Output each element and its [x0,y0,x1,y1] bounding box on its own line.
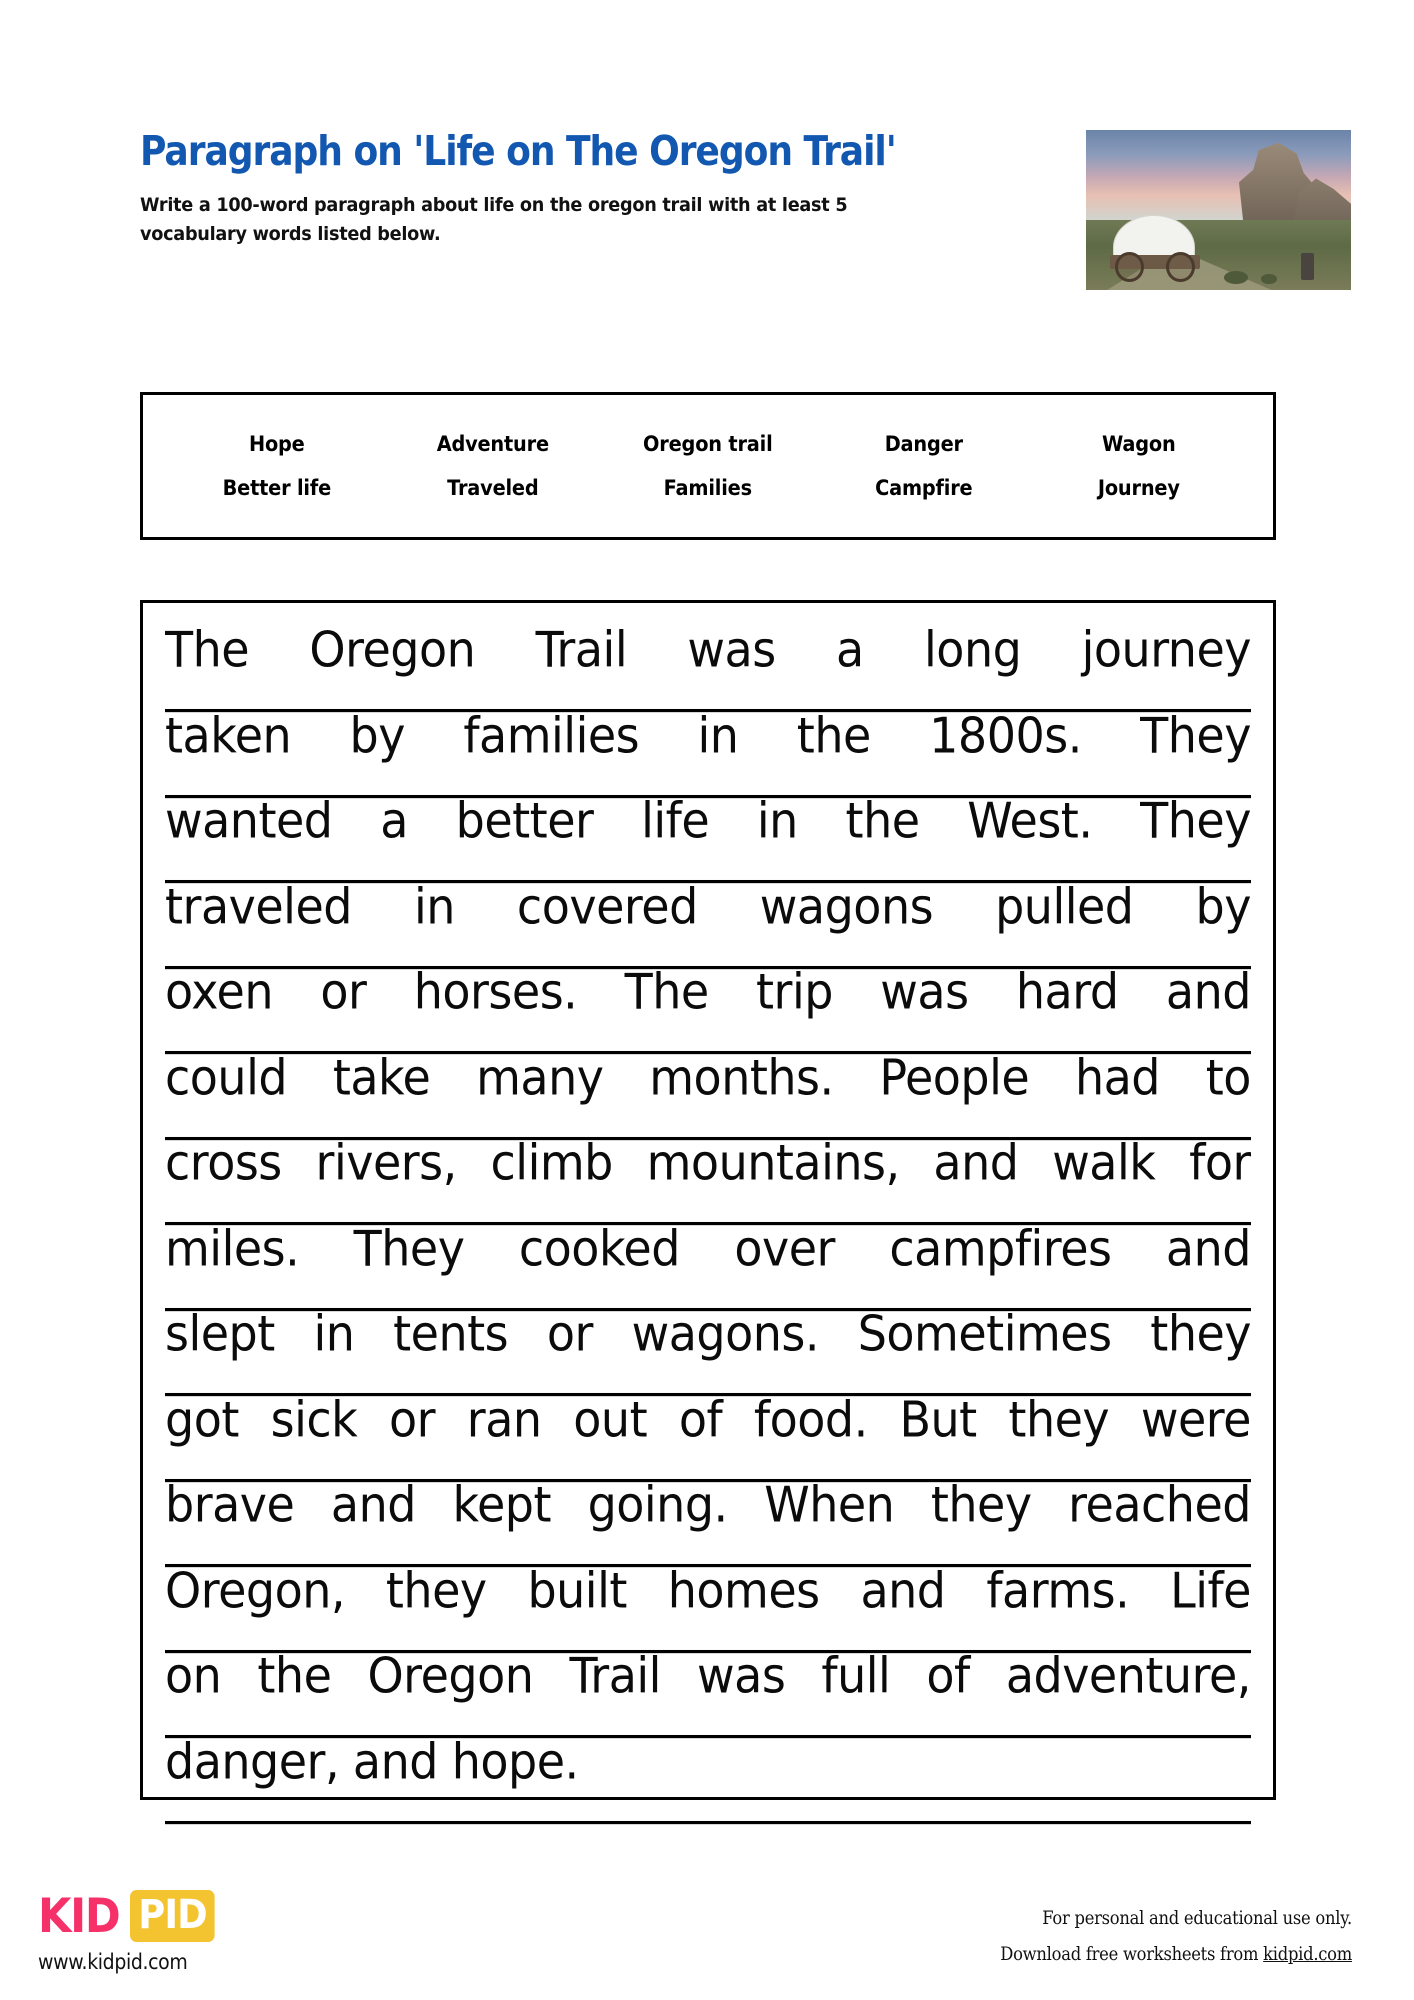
paragraph-word: campfires [889,1219,1112,1277]
paragraph-word: Oregon [309,621,476,679]
paragraph-word: built [527,1561,627,1619]
paragraph-word: Life [1170,1561,1251,1619]
paragraph-word: and [860,1561,946,1619]
paragraph-word: climb [490,1134,613,1192]
paragraph-word: take [332,1048,431,1106]
vocabulary-word: Traveled [446,476,539,500]
logo-website-url: www.kidpid.com [38,1950,188,1974]
paragraph-word: wanted [165,792,333,850]
paragraph-word: miles. [165,1219,300,1277]
paragraph-word: out [573,1390,648,1448]
paragraph-line [165,878,1251,969]
paragraph-word: People [879,1048,1030,1106]
paragraph-word: many [476,1048,604,1106]
footer-branding [38,1888,458,1974]
paragraph-word: had [1074,1048,1160,1106]
paragraph-word: they [1150,1305,1251,1363]
paragraph-word: taken [165,706,292,764]
paragraph-word: covered [516,877,698,935]
paragraph-word: could [165,1048,288,1106]
paragraph-word: and [933,1134,1019,1192]
kidpid-logo [38,1888,458,1944]
paragraph-word: long [924,621,1022,679]
footer-download-line [1000,1936,1352,1972]
paragraph-word: and [352,1732,438,1790]
paragraph-word: They [353,1219,465,1277]
paragraph-word: 1800s. [929,706,1082,764]
paragraph-word: or [389,1390,436,1448]
paragraph-word: were [1140,1390,1251,1448]
paragraph-word: in [313,1305,355,1363]
paragraph-word: tents [393,1305,509,1363]
page-title: Paragraph on 'Life on The Oregon Trail' [140,127,896,175]
paragraph-word: got [165,1390,239,1448]
paragraph-word: going. [587,1476,728,1534]
vocabulary-word: Journey [1098,476,1181,500]
paragraph-word: cross [165,1134,282,1192]
paragraph-word: in [413,877,455,935]
vocabulary-word: Oregon trail [643,432,773,456]
vocabulary-word: Families [663,476,753,500]
paragraph-word: rivers, [315,1134,457,1192]
paragraph-line [165,621,1251,712]
vocabulary-word: Adventure [436,432,549,456]
paragraph-word: hard [1015,963,1119,1021]
paragraph-word: But [899,1390,977,1448]
header-photo [1086,130,1351,290]
paragraph-word: months. [649,1048,834,1106]
photo-bush [1261,274,1277,284]
paragraph-word: a [380,792,408,850]
paragraph-word: ran [466,1390,542,1448]
paragraph-word: of [926,1647,970,1705]
paragraph-line [165,1305,1251,1396]
paragraph-word: they [1008,1390,1110,1448]
paragraph-word: the [796,706,871,764]
paragraph-word: traveled [165,877,352,935]
paragraph-word: in [697,706,739,764]
photo-post [1301,253,1314,280]
paragraph-word: by [1195,877,1251,935]
paragraph-word: oxen [165,963,273,1021]
paragraph-line [165,792,1251,883]
paragraph-word: was [880,963,969,1021]
paragraph-word: They [1140,706,1251,764]
paragraph-line [165,1647,1251,1738]
paragraph-word: families [463,706,640,764]
paragraph-word: West. [967,792,1093,850]
paragraph-answer-box[interactable] [140,600,1276,1800]
paragraph-word: better [455,792,594,850]
paragraph-word: Trail [535,621,628,679]
paragraph-word: The [165,621,250,679]
paragraph-word: pulled [995,877,1134,935]
paragraph-word: walk [1052,1134,1156,1192]
paragraph-word: reached [1068,1476,1251,1534]
paragraph-word: was [687,621,776,679]
vocabulary-word: Danger [884,432,963,456]
paragraph-word: for [1189,1134,1251,1192]
paragraph-word: Sometimes [857,1305,1112,1363]
kidpid-link[interactable]: kidpid.com [1263,1943,1352,1966]
paragraph-word: wagons. [631,1305,820,1363]
paragraph-word: the [257,1647,332,1705]
paragraph-line [165,1134,1251,1225]
paragraph-word: food. [753,1390,868,1448]
paragraph-word: homes [667,1561,820,1619]
paragraph-word: hope. [451,1732,579,1790]
vocabulary-word: Hope [248,432,305,456]
paragraph-word: Oregon [367,1647,534,1705]
paragraph-word: full [821,1647,891,1705]
paragraph-word: cooked [518,1219,680,1277]
paragraph-word: kept [452,1476,552,1534]
paragraph-word: or [320,963,367,1021]
paragraph-line [165,963,1251,1054]
footer-notice [1000,1900,1352,1972]
paragraph-word: by [349,706,405,764]
paragraph-word: and [330,1476,416,1534]
paragraph-word: of [678,1390,723,1448]
footer-usage-line: For personal and educational use only. [1042,1907,1352,1929]
paragraph-word: trip [756,963,833,1021]
paragraph-word: journey [1081,621,1251,679]
paragraph-word: danger, [165,1732,340,1790]
paragraph-word: to [1205,1048,1251,1106]
paragraph-word: brave [165,1476,295,1534]
paragraph-word: on [165,1647,222,1705]
paragraph-word: farms. [986,1561,1130,1619]
paragraph-word: was [697,1647,786,1705]
paragraph-word: Trail [569,1647,661,1705]
photo-wagon-wheel [1166,252,1195,282]
instructions-text: Write a 100-word paragraph about life on the oregon trail with at least 5 vocabulary words listed below. [140,194,848,246]
paragraph-word: they [385,1561,487,1619]
paragraph-word: the [845,792,920,850]
paragraph-word: horses. [413,963,578,1021]
paragraph-line [165,1476,1251,1567]
paragraph-word: and [1165,963,1251,1021]
vocabulary-word: Campfire [874,476,973,500]
paragraph-word: wagons [759,877,934,935]
paragraph-line [165,1733,1251,1824]
paragraph-word: over [734,1219,835,1277]
paragraph-word: mountains, [646,1134,900,1192]
vocabulary-row [143,422,1273,466]
paragraph-word: they [930,1476,1032,1534]
paragraph-word: The [624,963,709,1021]
paragraph-word: They [1140,792,1251,850]
worksheet-header [140,127,1070,250]
vocabulary-row [143,466,1273,510]
paragraph-word: life [641,792,710,850]
paragraph-word: sick [270,1390,358,1448]
logo-pid-badge: PID [130,1890,215,1942]
vocabulary-word: Wagon [1102,432,1176,456]
photo-wagon-wheel [1115,252,1144,282]
logo-kid-text: KID [38,1888,120,1944]
paragraph-line [165,707,1251,798]
paragraph-word: Oregon, [165,1561,346,1619]
paragraph-line [165,1562,1251,1653]
vocabulary-box [140,392,1276,540]
paragraph-word: or [546,1305,593,1363]
paragraph-word: a [836,621,864,679]
paragraph-line [165,1049,1251,1140]
paragraph-line [165,1391,1251,1482]
paragraph-word: adventure, [1005,1647,1251,1705]
paragraph-word: and [1165,1219,1251,1277]
footer-download-prefix: Download free worksheets from [1000,1943,1264,1966]
vocabulary-word: Better life [222,476,331,500]
paragraph-word: in [756,792,798,850]
paragraph-word: When [764,1476,895,1534]
paragraph-line [165,1220,1251,1311]
photo-bush [1224,271,1248,284]
paragraph-word: slept [165,1305,275,1363]
